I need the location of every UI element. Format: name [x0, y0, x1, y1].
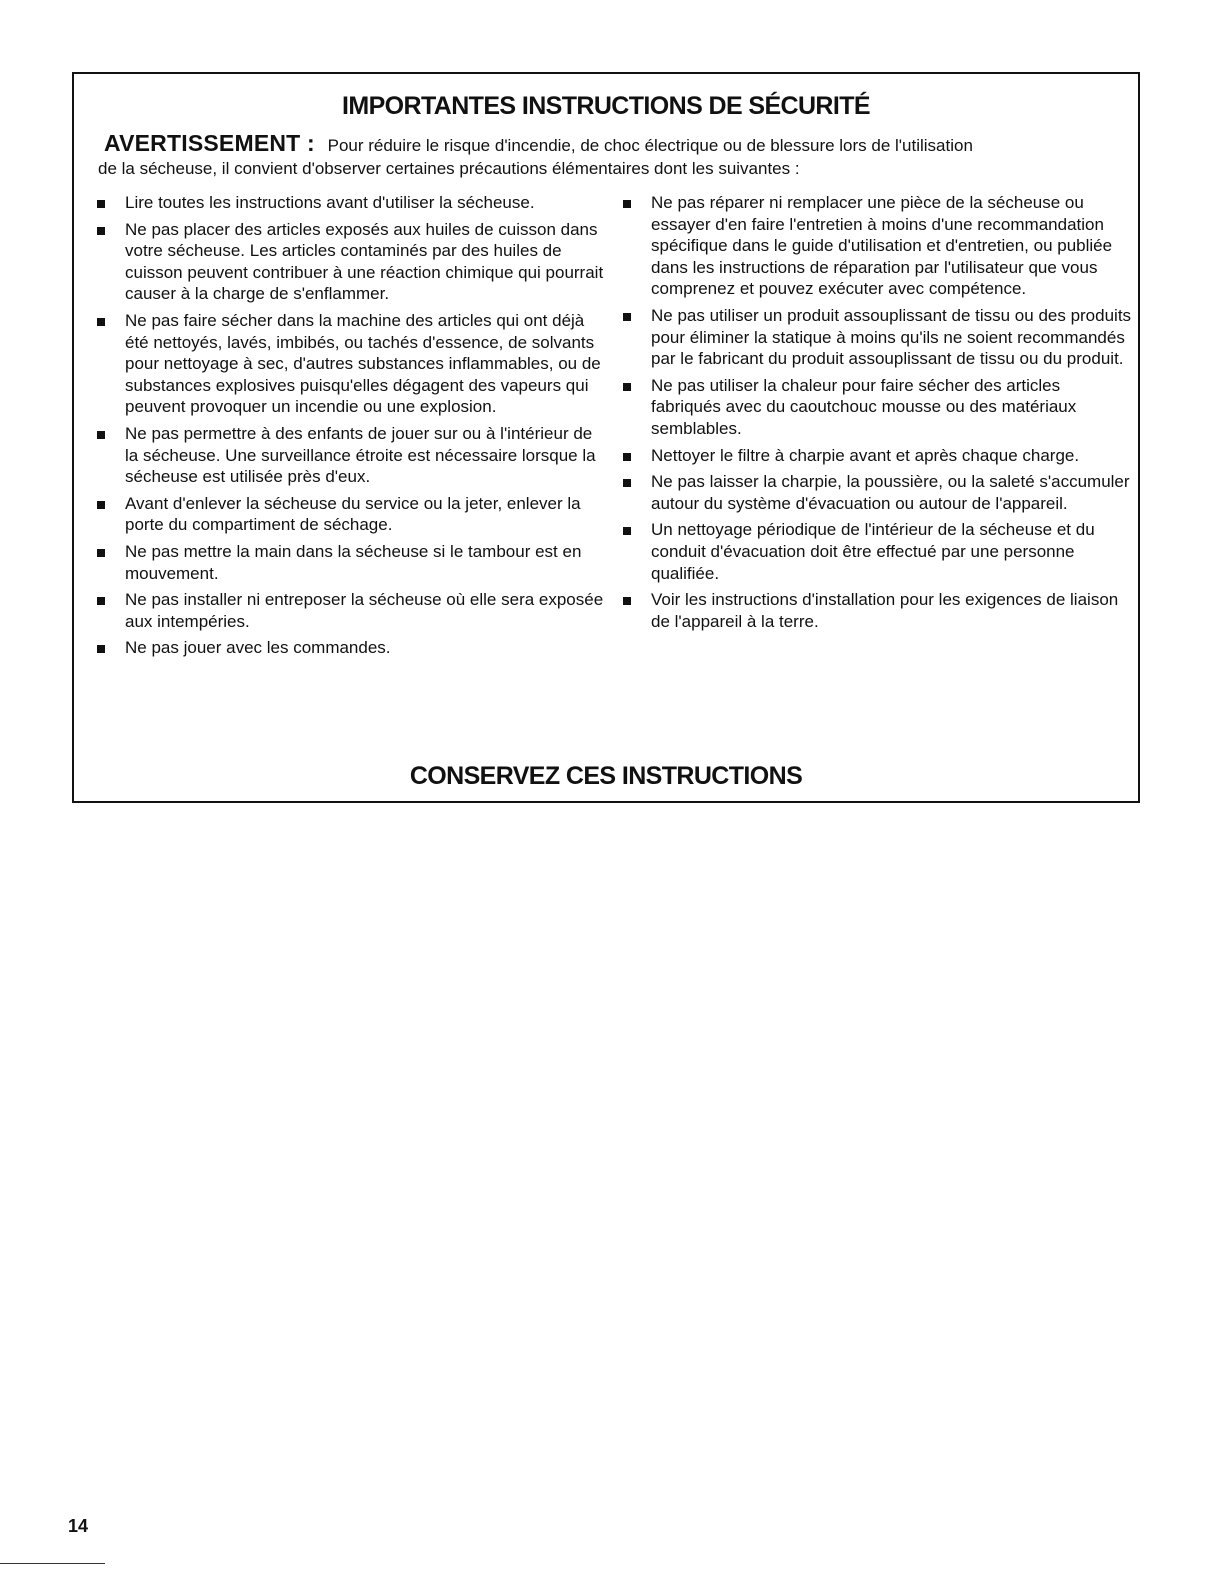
list-item-text: Avant d'enlever la sécheuse du service ou la jeter, enlever la porte du compartiment de séchage.	[125, 493, 581, 535]
list-item	[94, 310, 604, 418]
warning-text-line1: Pour réduire le risque d'incendie, de choc électrique ou de blessure lors de l'utilisation	[327, 136, 973, 155]
list-item-text: Un nettoyage périodique de l'intérieur de la sécheuse et du conduit d'évacuation doit être effectué par une personne qualifiée.	[651, 520, 1095, 583]
list-item	[620, 192, 1132, 300]
list-item	[620, 305, 1132, 370]
square-bullet-icon	[97, 645, 105, 653]
square-bullet-icon	[623, 200, 631, 208]
square-bullet-icon	[623, 479, 631, 487]
page-number: 14	[68, 1516, 89, 1536]
list-item	[620, 445, 1132, 467]
safety-instructions-box	[72, 72, 1140, 803]
list-item-text: Ne pas laisser la charpie, la poussière, ou la saleté s'accumuler autour du système d'évacuation ou autour de l'appareil.	[651, 472, 1130, 513]
square-bullet-icon	[97, 549, 105, 557]
list-item-text: Ne pas faire sécher dans la machine des articles qui ont déjà été nettoyés, lavés, imbibés, ou tachés d'essence, de solvants pour nettoyage à sec, d'autres substances inflammables, ou de substances explosives puisqu'elles dégagent des vapeurs qui peuvent provoquer un incendie ou une explosion.	[125, 310, 601, 417]
list-item-text: Ne pas utiliser un produit assouplissant de tissu ou des produits pour éliminer la statique à moins qu'ils ne soient recommandés par le fabricant du produit assouplissant de tissu ou du produit.	[651, 305, 1132, 369]
list-item-text: Ne pas installer ni entreposer la sécheuse où elle sera exposée aux intempéries.	[125, 590, 604, 631]
warning-paragraph	[98, 132, 1118, 180]
footer-rule	[0, 1563, 105, 1564]
square-bullet-icon	[623, 383, 631, 391]
footer-title: CONSERVEZ CES INSTRUCTIONS	[409, 762, 803, 790]
square-bullet-icon	[97, 200, 105, 208]
warning-label: AVERTISSEMENT :	[104, 130, 315, 156]
square-bullet-icon	[623, 597, 631, 605]
left-instructions-list	[94, 192, 604, 664]
square-bullet-icon	[97, 227, 105, 235]
list-item-text: Lire toutes les instructions avant d'utiliser la sécheuse.	[125, 193, 535, 212]
list-item-text: Ne pas mettre la main dans la sécheuse si le tambour est en mouvement.	[125, 541, 582, 583]
list-item	[94, 589, 604, 632]
list-item-text: Nettoyer le filtre à charpie avant et après chaque charge.	[651, 445, 1080, 465]
list-item-text: Voir les instructions d'installation pour les exigences de liaison de l'appareil à la terre.	[651, 590, 1119, 631]
list-item	[620, 375, 1132, 440]
list-item	[94, 637, 604, 659]
list-item	[620, 471, 1132, 514]
square-bullet-icon	[97, 318, 105, 326]
list-item-text: Ne pas placer des articles exposés aux huiles de cuisson dans votre sécheuse. Les articles contaminés par des huiles de cuisson peuvent contribuer à une réaction chimique qui pourrait causer à la charge de s'enflammer.	[125, 219, 604, 304]
list-item	[94, 493, 604, 536]
list-item-text: Ne pas utiliser la chaleur pour faire sécher des articles fabriqués avec du caoutchouc mousse ou des matériaux semblables.	[651, 375, 1077, 438]
list-item-text: Ne pas jouer avec les commandes.	[125, 638, 391, 658]
square-bullet-icon	[97, 597, 105, 605]
list-item	[94, 219, 604, 305]
list-item	[94, 423, 604, 488]
warning-text-line2: de la sécheuse, il convient d'observer certaines précautions élémentaires dont les suivantes :	[98, 159, 800, 178]
square-bullet-icon	[97, 501, 105, 509]
list-item-text: Ne pas réparer ni remplacer une pièce de la sécheuse ou essayer d'en faire l'entretien à moins d'une recommandation spécifique dans le guide d'utilisation et d'entretien, ou publiée dans les instructions de réparation par l'utilisateur que vous comprenez et pouvez exécuter avec compétence.	[651, 193, 1113, 299]
page-title: IMPORTANTES INSTRUCTIONS DE SÉCURITÉ	[342, 92, 870, 120]
square-bullet-icon	[623, 313, 631, 321]
square-bullet-icon	[623, 453, 631, 461]
list-item-text: Ne pas permettre à des enfants de jouer sur ou à l'intérieur de la sécheuse. Une surveillance étroite est nécessaire lorsque la sécheuse est utilisée près d'eux.	[125, 423, 596, 487]
square-bullet-icon	[623, 527, 631, 535]
list-item	[620, 519, 1132, 584]
list-item	[94, 192, 604, 214]
right-instructions-list	[620, 192, 1132, 637]
square-bullet-icon	[97, 431, 105, 439]
list-item	[94, 541, 604, 584]
list-item	[620, 589, 1132, 632]
